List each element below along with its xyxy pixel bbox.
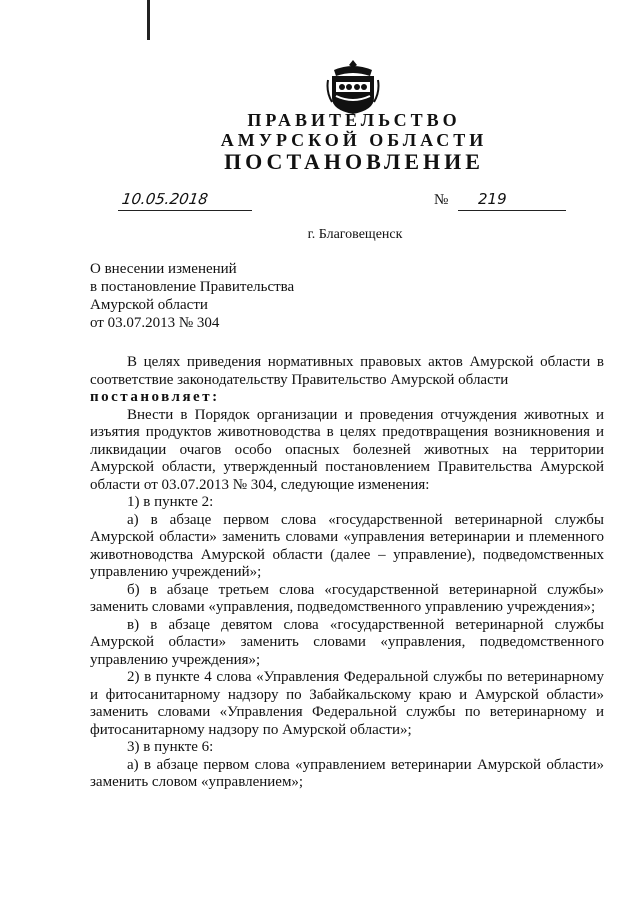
document-type-title: ПОСТАНОВЛЕНИЕ: [224, 149, 484, 174]
subject-line: Амурской области: [90, 297, 208, 313]
date-field: [118, 190, 252, 211]
document-number: 219: [478, 190, 507, 208]
resolve-word: постановляет:: [90, 389, 220, 405]
subject-line: в постановление Правительства: [90, 279, 295, 295]
amur-region-coat-of-arms-icon: [326, 58, 380, 116]
organization-name-line1: ПРАВИТЕЛЬСТВО: [247, 110, 461, 130]
organization-name-line2: АМУРСКОЙ ОБЛАСТИ: [220, 130, 488, 150]
body-paragraph: б) в абзаце третьем слова «государственной ветеринарной службы» заменить словами «управления, подведомственного управлению учреждения»;: [90, 581, 604, 615]
subject-line: О внесении изменений: [90, 261, 237, 277]
number-sign: №: [434, 192, 449, 208]
document-body: [90, 354, 604, 792]
body-paragraph: 1) в пункте 2:: [127, 494, 214, 510]
body-paragraph: В целях приведения нормативных правовых актов Амурской области в соответствие законодательству Правительство Амурской области: [90, 354, 604, 388]
body-paragraph: Внести в Порядок организации и проведения отчуждения животных и изъятия продуктов животноводства в целях предотвращения возникновения и ликвидации очагов особо опасных болезней животных на территории Амурской области, утвержденный постановлением Правительства Амурской области от 03.07.2013 № 304, следующие изменения:: [90, 406, 604, 493]
body-paragraph: 3) в пункте 6:: [127, 739, 214, 755]
body-paragraph: в) в абзаце девятом слова «государственной ветеринарной службы Амурской области» заменить словами «управления, подведомственного управлению учреждения»;: [90, 616, 604, 668]
body-paragraph: а) в абзаце первом слова «управлением ветеринарии Амурской области» заменить словом «управлением»;: [90, 756, 604, 790]
body-paragraph: 2) в пункте 4 слова «Управления Федеральной службы по ветеринарному и фитосанитарному надзору по Забайкальскому краю и Амурской области» заменить словами «Управления Федеральной службы по ветеринарному и фитосанитарному надзору по Амурской области»;: [90, 669, 604, 738]
city-name: г. Благовещенск: [307, 227, 403, 242]
subject-line: от 03.07.2013 № 304: [90, 315, 220, 331]
document-date: 10.05.2018: [120, 190, 210, 208]
scan-artifact-mark: [147, 0, 150, 40]
document-subject: [90, 260, 294, 332]
number-field: [458, 190, 566, 211]
body-paragraph: а) в абзаце первом слова «государственной ветеринарной службы Амурской области» заменить словами «управления ветеринарии и племенного животноводства Амурской области (далее – управление), подведомственных управлению учреждений»;: [90, 511, 604, 580]
